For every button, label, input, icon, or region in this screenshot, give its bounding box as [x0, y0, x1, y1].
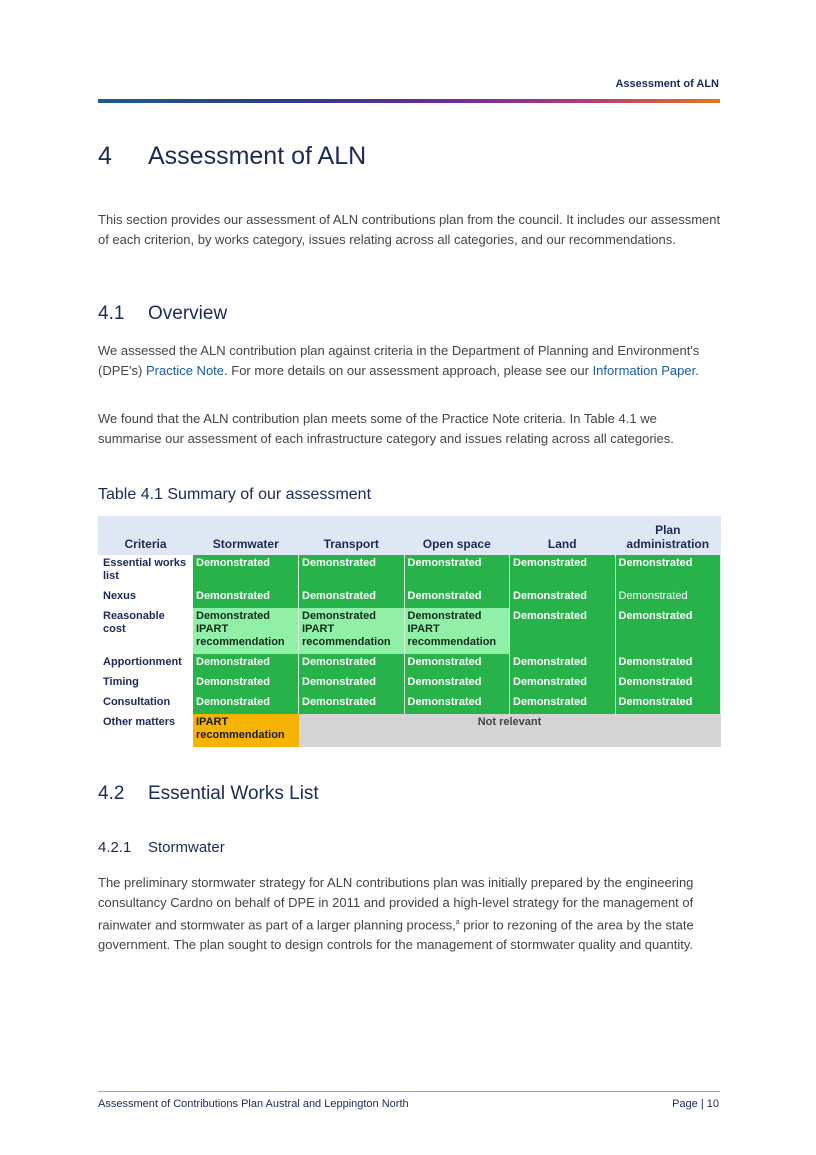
section-number: 4 [98, 142, 112, 170]
overview-paragraph-1 [98, 341, 723, 381]
col-header-land: Land [510, 516, 616, 555]
footnote-marker: a [455, 919, 460, 926]
table-cell: Demonstrated [299, 654, 405, 674]
stormwater-heading [98, 839, 225, 856]
cell-recommendation: IPART recommendation [407, 623, 497, 648]
table-row [98, 588, 721, 608]
table-row [98, 608, 721, 654]
table-cell: Demonstrated [510, 654, 616, 674]
running-header: Assessment of ALN [615, 78, 719, 90]
table-cell: Demonstrated [193, 694, 299, 714]
table-cell: Demonstrated [404, 694, 510, 714]
table-cell: Demonstrated [615, 608, 721, 654]
overview-title: Overview [148, 303, 228, 324]
table-cell: Demonstrated [299, 674, 405, 694]
table-cell: Demonstrated [299, 588, 405, 608]
col-header-plan-administration: Plan administration [615, 516, 721, 555]
stormwater-text: The preliminary stormwater strategy for ALN contributions plan was initially prepared by the engineering consultancy Cardno on behalf of DPE in 2011 and provided a high-level strategy for the management of rainwater and stormwater as part of a larger planning process, [98, 875, 694, 933]
ewl-title: Essential Works List [148, 783, 319, 804]
ewl-heading [98, 783, 319, 805]
section-title: Assessment of ALN [148, 142, 367, 170]
cell-status: Demonstrated [407, 610, 482, 622]
table-cell: Demonstrated [404, 588, 510, 608]
table-cell-not-relevant: Not relevant [299, 714, 721, 747]
table-cell: Demonstrated [193, 674, 299, 694]
table-cell: Demonstrated [510, 608, 616, 654]
col-header-stormwater: Stormwater [193, 516, 299, 555]
cell-recommendation: IPART recommendation [196, 623, 285, 648]
table-cell [193, 608, 299, 654]
table-cell: Demonstrated [615, 588, 721, 608]
summary-table [98, 516, 721, 747]
practice-note-link[interactable]: Practice Note [145, 363, 225, 378]
table-cell [404, 608, 510, 654]
table-cell: Demonstrated [299, 555, 405, 588]
table-cell: Demonstrated [193, 555, 299, 588]
footer-divider [98, 1091, 720, 1092]
overview-heading [98, 303, 227, 325]
table-cell: Demonstrated [299, 694, 405, 714]
table-row [98, 674, 721, 694]
stormwater-text: prior to rezoning of the area by the state government. The plan sought to design controls for the management of stormwater quality and quantity. [98, 917, 694, 953]
table-cell: Demonstrated [510, 555, 616, 588]
row-label: Essential works list [98, 555, 193, 588]
table-cell: Demonstrated [510, 694, 616, 714]
section-heading [98, 142, 366, 171]
table-row [98, 555, 721, 588]
col-header-transport: Transport [299, 516, 405, 555]
table-cell: Demonstrated [404, 674, 510, 694]
table-cell: Demonstrated [193, 654, 299, 674]
row-label: Apportionment [98, 654, 193, 674]
table-cell: Demonstrated [404, 654, 510, 674]
cell-status: Demonstrated [302, 610, 376, 622]
table-row [98, 654, 721, 674]
table-cell: Demonstrated [510, 674, 616, 694]
table-header-row [98, 516, 721, 555]
table-cell: IPART recommendation [193, 714, 299, 747]
table-row [98, 694, 721, 714]
cell-status: Demonstrated [196, 610, 270, 622]
table-caption: Table 4.1 Summary of our assessment [98, 486, 372, 503]
table-cell: Demonstrated [193, 588, 299, 608]
col-header-criteria: Criteria [98, 516, 193, 555]
overview-text: We assessed the ALN contribution plan against criteria in the Department of Planning and Environment's (DPE's) [98, 343, 700, 378]
stormwater-title: Stormwater [148, 839, 225, 856]
table-row [98, 714, 721, 747]
ewl-number: 4.2 [98, 783, 125, 804]
row-label: Reasonable cost [98, 608, 193, 654]
overview-text: . For more details on our assessment approach, please see our [224, 363, 593, 378]
table-cell: Demonstrated [404, 555, 510, 588]
table-cell [299, 608, 405, 654]
table-cell: Demonstrated [615, 654, 721, 674]
footer-page-number: Page | 10 [672, 1098, 719, 1110]
stormwater-paragraph [98, 873, 723, 955]
cell-recommendation: IPART recommendation [302, 623, 391, 648]
stormwater-number: 4.2.1 [98, 839, 132, 856]
header-divider [98, 99, 720, 103]
overview-text: . [695, 363, 699, 378]
table-cell: Demonstrated [615, 674, 721, 694]
footer-document-title: Assessment of Contributions Plan Austral and Leppington North [98, 1098, 409, 1110]
col-header-open-space: Open space [404, 516, 510, 555]
row-label: Timing [98, 674, 193, 694]
overview-number: 4.1 [98, 303, 125, 324]
row-label: Other matters [98, 714, 193, 747]
row-label: Nexus [98, 588, 193, 608]
table-cell: Demonstrated [510, 588, 616, 608]
row-label: Consultation [98, 694, 193, 714]
intro-paragraph: This section provides our assessment of ALN contributions plan from the council. It includes our assessment of each criterion, by works category, issues relating across all categories, and our recommendations. [98, 212, 721, 247]
information-paper-link[interactable]: Information Paper [592, 363, 696, 378]
table-cell: Demonstrated [615, 694, 721, 714]
overview-paragraph-2: We found that the ALN contribution plan meets some of the Practice Note criteria. In Table 4.1 we summarise our assessment of each infrastructure category and issues relating across all categories. [98, 411, 674, 446]
table-cell: Demonstrated [615, 555, 721, 588]
